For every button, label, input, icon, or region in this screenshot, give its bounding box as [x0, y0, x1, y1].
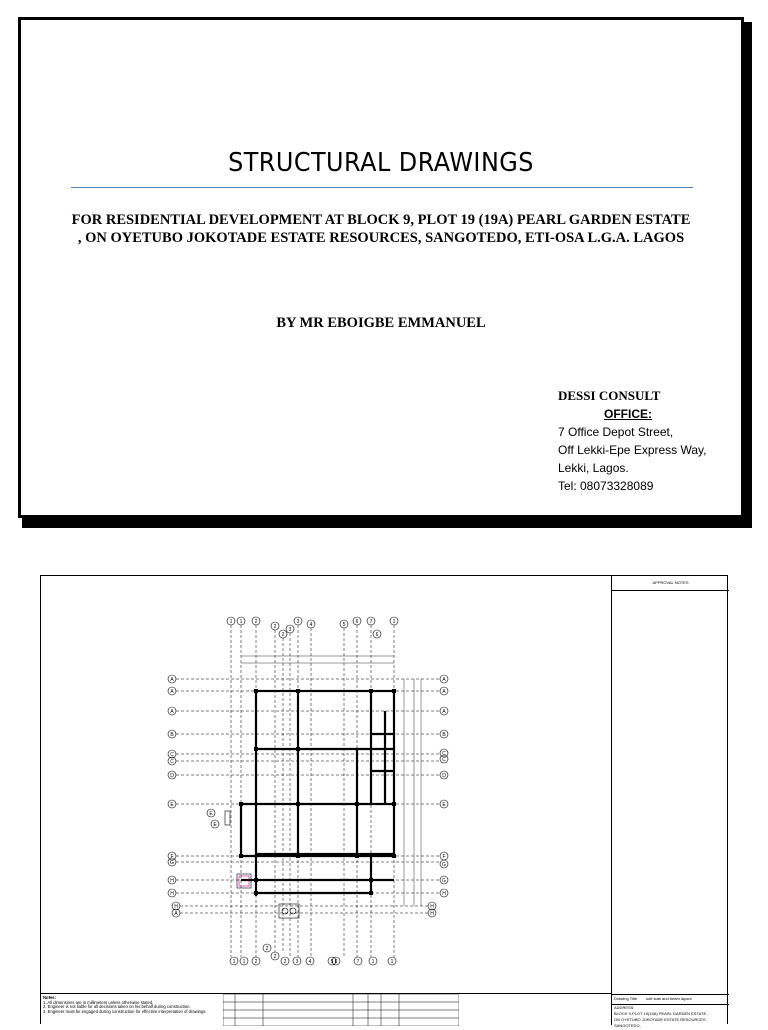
grid-bubble-label: A: [442, 708, 446, 715]
grid-bubble-label: D: [442, 772, 446, 779]
grid-bubble-label: 2: [254, 618, 258, 625]
grid-bubble-label: 1: [239, 618, 243, 625]
grid-bubble-label: E: [209, 810, 213, 817]
grid-bubble-label: 2: [265, 945, 269, 952]
grid-bubble-label: H: [430, 910, 434, 917]
grid-bubble-label: A: [170, 708, 174, 715]
address-line-3: Lekki, Lagos.: [558, 461, 629, 475]
approval-notes-area: [612, 590, 729, 995]
address-label: ADDRESS:: [614, 1005, 635, 1010]
grid-bubble-label: 1: [232, 958, 236, 965]
grid-bubble-label: 5: [342, 621, 346, 628]
notes-heading: Notes:: [43, 995, 57, 1000]
right-grid-bubbles: [428, 675, 448, 917]
author-line: BY MR EBOIGBE EMMANUEL: [276, 315, 486, 331]
grid-bubble-label: 3: [296, 618, 300, 625]
columns: [239, 689, 396, 895]
office-label: OFFICE:: [604, 407, 652, 421]
grid-bubble-label: 2: [283, 958, 287, 965]
grid-bubble-label: 6: [334, 958, 338, 965]
drawing-title-label: Drawing Title: [614, 996, 638, 1001]
address-line-1: 7 Office Depot Street,: [558, 425, 674, 439]
drawing-title-value: soft slab and beam layout: [646, 996, 692, 1001]
grid-bubble-label: E: [213, 821, 217, 828]
grid-bubble-label: H: [430, 903, 434, 910]
grid-bubble-label: G: [442, 877, 446, 884]
grid-bubble-label: F: [442, 853, 446, 860]
grid-bubble-label: 7: [356, 958, 360, 965]
grid-bubble-label: G: [442, 861, 446, 868]
telephone: Tel: 08073328089: [558, 479, 654, 493]
note-item: 2. Engineer is not liable for all decisions taken on his behalf during construction.: [43, 1004, 191, 1009]
revision-table: [223, 994, 459, 1026]
grid-bubble-label: 1: [390, 958, 394, 965]
page-title: STRUCTURAL DRAWINGS: [228, 148, 534, 178]
stair-detail: [225, 811, 299, 918]
grid-bubble-label: B: [170, 731, 174, 738]
title-underline: [71, 187, 693, 188]
grid-bubble-label: 4: [309, 621, 313, 628]
grid-bubble-label: G: [170, 859, 174, 866]
grid-bubble-label: 2: [273, 953, 277, 960]
grid-bubble-label: A: [174, 910, 178, 917]
grid-bubble-label: 2: [281, 631, 285, 638]
grid-bubble-label: 1: [229, 618, 233, 625]
grid-bubble-label: 1: [371, 958, 375, 965]
grid-bubble-label: 5: [330, 958, 334, 965]
grid-bubble-label: C: [442, 750, 446, 757]
address-block: [612, 1004, 729, 1030]
grid-bubble-label: H: [170, 877, 174, 884]
grid-bubble-label: A: [170, 676, 174, 683]
grid-bubble-label: 1: [242, 958, 246, 965]
grid-bubble-label: 1: [392, 618, 396, 625]
grid-bubble-label: A: [442, 688, 446, 695]
address-line-1: BLOCK 9,PLOT 19(19A) PEARL GARDEN ESTATE ,: [614, 1011, 709, 1016]
grid-bubble-label: B: [442, 731, 446, 738]
drawing-sheet: [40, 575, 728, 1028]
grid-bubble-label: A: [170, 688, 174, 695]
grid-bubble-label: C: [170, 751, 174, 758]
grid-bubble-label: 6: [355, 618, 359, 625]
beam-layout: [241, 691, 394, 896]
notes-band: [41, 993, 611, 1026]
grid-bubble-label: H: [170, 890, 174, 897]
grid-bubble-label: F: [170, 853, 174, 860]
address-line-2: ON OYETUBO JOKOTADE ESTATE RESOURCES, SANGOTEDO,: [614, 1017, 707, 1028]
grid-bubble-label: 2: [254, 958, 258, 965]
note-item: 1. All dimensions are in millimeters unless otherwise stated.: [43, 999, 154, 1005]
grid-bubble-label: 4: [308, 958, 312, 965]
project-description: FOR RESIDENTIAL DEVELOPMENT AT BLOCK 9, PLOT 19 (19A) PEARL GARDEN ESTATE , ON OYETUBO JOKOTADE ESTATE RESOURCES, SANGOTEDO, ETI-OSA L.G.A. LAGOS: [71, 212, 691, 246]
grid-bubble-label: 3: [295, 958, 299, 965]
grid-bubble-label: C: [170, 758, 174, 765]
grid-bubble-label: 2: [273, 623, 277, 630]
left-grid-bubbles: [168, 675, 219, 917]
grid-bubble-label: 3: [288, 626, 292, 633]
consultant-name: DESSI CONSULT: [558, 388, 661, 403]
grid-bubble-label: 7: [369, 618, 373, 625]
grid-bubble-label: H: [442, 890, 446, 897]
grid-bubble-label: 6: [375, 631, 379, 638]
approval-notes-label: APPROVAL NOTES: [612, 576, 729, 591]
grid-bubble-label: C: [442, 756, 446, 763]
grid-bubble-label: H: [174, 903, 178, 910]
top-grid-bubbles: [227, 617, 398, 638]
grid-bubble-label: D: [170, 772, 174, 779]
grid-bubble-label: A: [442, 676, 446, 683]
cover-page: [18, 17, 744, 518]
floor-plan: [159, 606, 489, 976]
horizontal-grid-lines: [176, 679, 440, 913]
note-item: 3. Engineer must be engaged during construction for effective interpretation of drawings.: [43, 1008, 207, 1014]
address-line-2: Off Lekki-Epe Express Way,: [558, 443, 707, 457]
notes-block: [43, 996, 221, 1014]
grid-bubble-label: E: [442, 801, 446, 808]
grid-bubble-label: E: [170, 801, 174, 808]
title-block: [611, 576, 729, 1028]
consultant-block: [558, 387, 707, 495]
